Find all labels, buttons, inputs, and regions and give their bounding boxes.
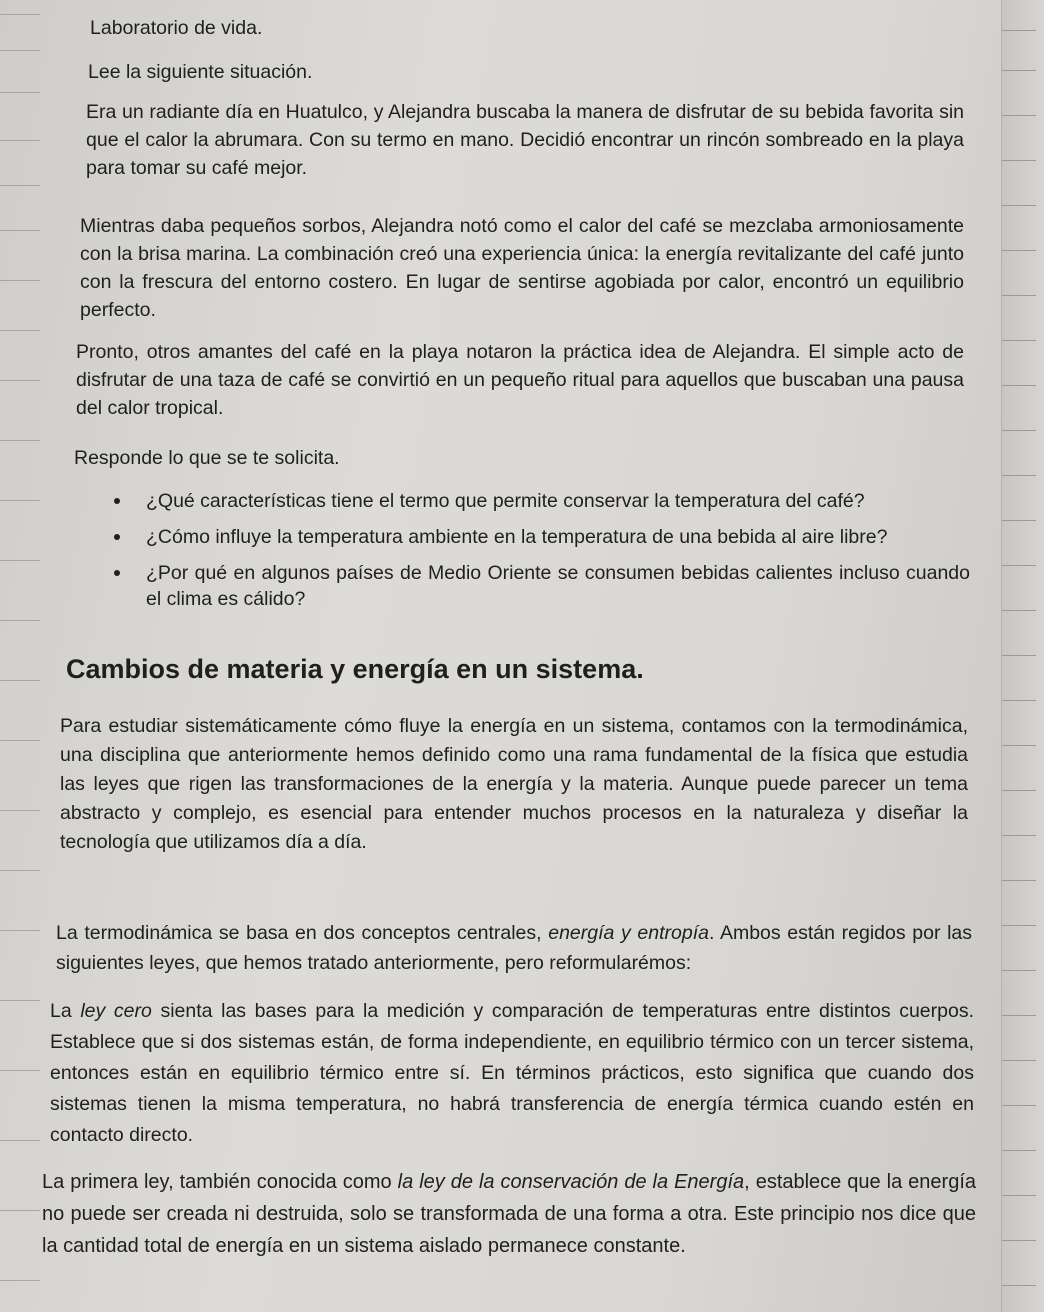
text: La [50,1000,81,1022]
text: La termodinámica se basa en dos conceptos centrales, [56,922,549,944]
text: , establece que la energía no puede ser creada ni destruida, solo se transformada de una forma a otra. Este principio nos dice que la cantidad total de energía en un sistema aislado permanece constante. [42,1171,977,1257]
text: La primera ley, también conocida como [42,1171,398,1193]
respond-instruction: Responde lo que se te solicita. [74,447,340,469]
paragraph-first-law [42,1166,976,1262]
question-list [110,488,970,622]
section-heading: Cambios de materia y energía en un sistema. [66,654,644,684]
italic-text: energía y entropía [548,922,709,944]
italic-text: la ley de la conservación de la Energía [397,1171,745,1193]
paragraph-concepts [56,918,972,978]
paragraph-zeroth-law [50,996,974,1151]
story-paragraph-1: Era un radiante día en Huatulco, y Alejandra buscaba la manera de disfrutar de su bebida favorita sin que el calor la abrumara. Con su termo en mano. Decidió encontrar un rincón sombreado en la playa para tomar su café mejor. [86,101,964,179]
text: sienta las bases para la medición y comparación de temperaturas entre distintos cuerpos. Establece que si dos sistemas están, de forma independiente, en equilibrio térmico con un tercer sistema, entonces están en equilibrio térmico entre sí. En términos prácticos, esto significa que cuando dos sistemas tienen la misma temperatura, no habrá transferencia de energía térmica cuando estén en contacto directo. [50,1000,975,1146]
italic-text: ley cero [80,1000,152,1022]
story-paragraph-2: Mientras daba pequeños sorbos, Alejandra notó como el calor del café se mezclaba armoniosamente con la brisa marina. La combinación creó una experiencia única: la energía revitalizante del café junto con la frescura del entorno costero. En lugar de sentirse agobiada por calor, encontró un equilibrio perfecto. [80,215,964,321]
section-title: Laboratorio de vida. [90,17,263,39]
text: . Ambos están regidos por las siguientes leyes, que hemos tratado anteriormente, pero reformularémos: [56,922,973,974]
question-item: ¿Qué características tiene el termo que permite conservar la temperatura del café? [110,488,970,514]
question-item: ¿Por qué en algunos países de Medio Oriente se consumen bebidas calientes incluso cuando el clima es cálido? [110,560,970,612]
story-paragraph-3: Pronto, otros amantes del café en la playa notaron la práctica idea de Alejandra. El simple acto de disfrutar de una taza de café se convirtió en un pequeño ritual para aquellos que buscaban una pausa del calor tropical. [76,341,964,419]
notebook-page-edge [1001,0,1044,1312]
question-item: ¿Cómo influye la temperatura ambiente en la temperatura de una bebida al aire libre? [110,524,970,550]
paragraph-thermodynamics: Para estudiar sistemáticamente cómo fluye la energía en un sistema, contamos con la termodinámica, una disciplina que anteriormente hemos definido como una rama fundamental de la física que estudia las leyes que rigen las transformaciones de la energía y la materia. Aunque puede parecer un tema abstracto y complejo, es esencial para entender muchos procesos en la naturaleza y diseñar la tecnología que utilizamos día a día. [60,715,968,853]
instruction: Lee la siguiente situación. [88,61,313,83]
